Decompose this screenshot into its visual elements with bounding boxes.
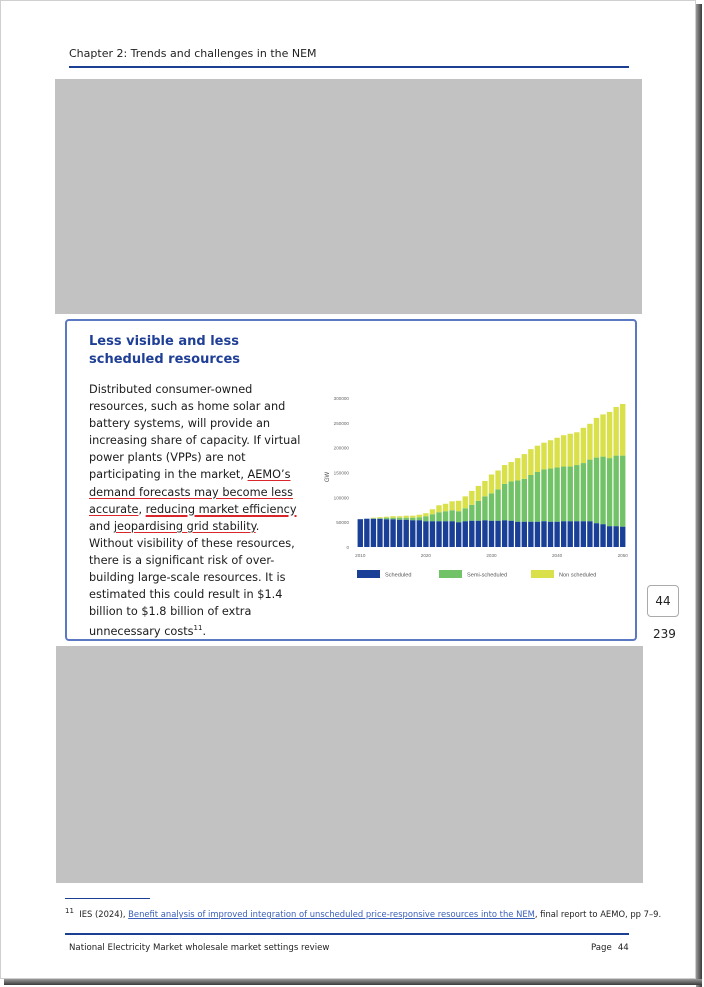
footer-page-label: Page: [591, 943, 612, 953]
bar-segment-non-scheduled: [581, 428, 586, 463]
body-text: and: [89, 519, 114, 533]
bar-segment-scheduled: [456, 522, 461, 547]
bar-segment-non-scheduled: [594, 418, 599, 458]
x-tick-label: 2030: [486, 553, 497, 558]
y-tick-label: 250000: [333, 420, 349, 426]
bar-segment-scheduled: [436, 521, 441, 547]
bar-segment-semi-scheduled: [522, 479, 527, 522]
y-tick-label: 300000: [333, 396, 349, 401]
bar-segment-non-scheduled: [607, 412, 612, 458]
bar-segment-semi-scheduled: [535, 472, 540, 522]
bar-segment-scheduled: [561, 521, 566, 547]
bar-segment-semi-scheduled: [377, 518, 382, 519]
bar-segment-scheduled: [620, 527, 625, 547]
bar-segment-non-scheduled: [371, 518, 376, 519]
bars: [358, 404, 626, 547]
bar-segment-non-scheduled: [410, 516, 415, 518]
bar-segment-scheduled: [554, 522, 559, 547]
bar-segment-scheduled: [594, 523, 599, 547]
bar-segment-non-scheduled: [502, 465, 507, 484]
redacted-image-top: [55, 79, 642, 314]
legend-label: Non scheduled: [559, 572, 597, 579]
callout-title: [89, 333, 289, 369]
underlined-phrase-stability: jeopardising grid stability: [113, 519, 256, 533]
bar-segment-semi-scheduled: [541, 470, 546, 522]
bar-segment-scheduled: [476, 521, 481, 547]
bar-segment-scheduled: [371, 519, 376, 547]
bar-segment-scheduled: [574, 521, 579, 547]
bar-segment-non-scheduled: [463, 496, 468, 508]
bar-segment-non-scheduled: [404, 516, 409, 518]
bar-segment-non-scheduled: [541, 443, 546, 470]
callout-title-line2: scheduled resources: [89, 352, 241, 367]
bar-segment-semi-scheduled: [456, 511, 461, 522]
bar-segment-scheduled: [502, 520, 507, 547]
redacted-image-bottom: [56, 646, 643, 883]
x-axis: [355, 553, 628, 558]
bar-segment-scheduled: [449, 521, 454, 547]
chapter-header: Chapter 2: Trends and challenges in the NEM: [69, 47, 317, 60]
bar-segment-scheduled: [390, 519, 395, 547]
bar-segment-non-scheduled: [476, 486, 481, 501]
bar-segment-scheduled: [515, 522, 520, 547]
bar-segment-scheduled: [495, 521, 500, 547]
bar-segment-scheduled: [535, 522, 540, 547]
bar-segment-non-scheduled: [528, 449, 533, 475]
bar-segment-semi-scheduled: [423, 516, 428, 521]
bar-segment-semi-scheduled: [607, 458, 612, 526]
bar-segment-scheduled: [528, 522, 533, 547]
bar-segment-semi-scheduled: [476, 501, 481, 521]
footer-page-number: 44: [617, 943, 629, 953]
y-tick-label: 100000: [333, 495, 349, 501]
bar-segment-semi-scheduled: [430, 514, 435, 521]
total-pages: 239: [653, 627, 676, 641]
bar-segment-scheduled: [508, 521, 513, 547]
bar-segment-scheduled: [358, 519, 363, 547]
bar-segment-semi-scheduled: [404, 518, 409, 520]
bar-segment-semi-scheduled: [515, 480, 520, 521]
body-text: .: [202, 625, 207, 639]
footnote: [65, 907, 661, 919]
capacity-stacked-bar-chart: [317, 391, 633, 591]
x-tick-label: 2050: [617, 553, 628, 558]
bar-segment-scheduled: [364, 519, 369, 547]
footnote-prefix: IES (2024),: [79, 908, 129, 919]
y-axis: [334, 396, 350, 550]
bar-segment-non-scheduled: [482, 481, 487, 496]
bar-segment-semi-scheduled: [568, 467, 573, 522]
legend-swatch: [439, 570, 462, 578]
bar-segment-scheduled: [568, 521, 573, 547]
body-text: ,: [138, 502, 146, 516]
bar-segment-scheduled: [541, 521, 546, 547]
bar-segment-non-scheduled: [600, 414, 605, 456]
bar-segment-non-scheduled: [384, 517, 389, 518]
bar-segment-semi-scheduled: [574, 465, 579, 521]
callout-title-line1: Less visible and less: [89, 334, 239, 349]
bar-segment-scheduled: [581, 521, 586, 547]
bar-segment-non-scheduled: [508, 462, 513, 481]
bar-segment-non-scheduled: [443, 504, 448, 511]
bar-segment-semi-scheduled: [489, 493, 494, 520]
bar-segment-semi-scheduled: [469, 505, 474, 521]
current-page-indicator[interactable]: [647, 585, 679, 617]
bar-segment-non-scheduled: [574, 432, 579, 465]
bar-segment-semi-scheduled: [587, 460, 592, 522]
footnote-rule: [65, 898, 150, 899]
bar-segment-scheduled: [522, 522, 527, 547]
bar-segment-semi-scheduled: [620, 456, 625, 527]
bar-segment-non-scheduled: [469, 491, 474, 505]
current-page-number: 44: [655, 594, 671, 608]
bar-segment-non-scheduled: [568, 434, 573, 467]
bar-segment-semi-scheduled: [561, 467, 566, 522]
footnote-suffix: , final report to AEMO, pp 7–9.: [534, 908, 662, 919]
x-tick-label: 2020: [420, 553, 432, 558]
legend-label: Semi-scheduled: [467, 572, 508, 579]
body-text: . Without visibility of these resources, there is a significant risk of over-building large-scale resources. It is estimated this could result in $1.4 billion to $1.8 billion of extra unnecessary costs: [89, 519, 295, 639]
footer-rule: [65, 933, 629, 935]
bar-segment-semi-scheduled: [397, 518, 402, 520]
legend-swatch: [531, 570, 554, 578]
footnote-ref[interactable]: 11: [193, 624, 203, 633]
bar-segment-non-scheduled: [561, 435, 566, 466]
footnote-link[interactable]: Benefit analysis of improved integration of unscheduled price-responsive resources into the NEM: [128, 908, 535, 919]
y-axis-label: GW: [325, 471, 331, 483]
legend-label: Scheduled: [385, 572, 412, 579]
bar-segment-non-scheduled: [613, 407, 618, 456]
header-rule: [69, 66, 629, 68]
bar-segment-semi-scheduled: [384, 518, 389, 519]
bar-segment-non-scheduled: [554, 438, 559, 468]
bar-segment-scheduled: [417, 520, 422, 547]
bar-segment-non-scheduled: [456, 501, 461, 511]
callout-body: [89, 381, 304, 640]
bar-segment-non-scheduled: [390, 516, 395, 517]
bar-segment-semi-scheduled: [508, 481, 513, 520]
bar-segment-scheduled: [410, 520, 415, 547]
bar-segment-scheduled: [548, 522, 553, 547]
x-tick-label: 2040: [551, 553, 563, 558]
underlined-phrase-forecasts: AEMO’s demand forecasts may become less accurate: [89, 468, 293, 516]
bar-segment-semi-scheduled: [594, 458, 599, 524]
bar-segment-semi-scheduled: [443, 511, 448, 521]
bar-segment-non-scheduled: [620, 404, 625, 456]
bar-segment-non-scheduled: [377, 517, 382, 518]
bar-segment-semi-scheduled: [581, 463, 586, 521]
bar-segment-semi-scheduled: [410, 518, 415, 520]
bar-segment-semi-scheduled: [495, 489, 500, 520]
bar-segment-scheduled: [600, 524, 605, 547]
bar-segment-semi-scheduled: [482, 496, 487, 520]
bar-segment-semi-scheduled: [371, 518, 376, 519]
bar-segment-scheduled: [587, 521, 592, 547]
page-shadow-right: [696, 4, 702, 987]
bar-segment-non-scheduled: [397, 516, 402, 517]
bar-segment-semi-scheduled: [463, 508, 468, 521]
y-tick-label: 150000: [333, 470, 349, 476]
bar-segment-semi-scheduled: [613, 456, 618, 527]
bar-segment-scheduled: [430, 521, 435, 547]
y-tick-label: 50000: [336, 520, 349, 526]
bar-segment-scheduled: [613, 526, 618, 547]
bar-segment-non-scheduled: [522, 454, 527, 479]
footer-page: [591, 943, 629, 953]
bar-segment-scheduled: [377, 519, 382, 547]
bar-segment-non-scheduled: [535, 446, 540, 472]
body-text: Distributed consumer-owned resources, such as home solar and battery systems, will provide an increasing share of capacity. If virtual power plants (VPPs) are not participating in the market,: [89, 383, 301, 482]
bar-segment-non-scheduled: [489, 474, 494, 493]
bar-segment-semi-scheduled: [554, 468, 559, 522]
footer-title: National Electricity Market wholesale market settings review: [69, 943, 330, 953]
bar-segment-non-scheduled: [430, 509, 435, 514]
bar-segment-non-scheduled: [417, 515, 422, 517]
bar-segment-non-scheduled: [436, 505, 441, 512]
bar-segment-scheduled: [489, 521, 494, 547]
bar-segment-non-scheduled: [515, 458, 520, 480]
legend-swatch: [357, 570, 380, 578]
bar-segment-semi-scheduled: [528, 475, 533, 522]
page-shadow-bottom: [4, 979, 702, 985]
legend: [357, 570, 596, 579]
bar-segment-semi-scheduled: [449, 510, 454, 521]
bar-segment-scheduled: [443, 521, 448, 547]
bar-segment-scheduled: [469, 521, 474, 547]
bar-segment-non-scheduled: [495, 471, 500, 490]
bar-segment-scheduled: [404, 520, 409, 547]
bar-segment-scheduled: [384, 519, 389, 547]
bar-segment-scheduled: [463, 521, 468, 547]
bar-segment-non-scheduled: [423, 513, 428, 516]
bar-segment-non-scheduled: [587, 424, 592, 460]
bar-segment-scheduled: [423, 521, 428, 547]
bar-segment-scheduled: [482, 520, 487, 547]
bar-segment-scheduled: [397, 520, 402, 547]
y-tick-label: 200000: [333, 445, 349, 451]
bar-segment-semi-scheduled: [390, 518, 395, 519]
bar-segment-semi-scheduled: [548, 469, 553, 522]
bar-segment-scheduled: [607, 526, 612, 547]
underlined-phrase-efficiency: reducing market efficiency: [145, 502, 297, 516]
bar-segment-semi-scheduled: [417, 517, 422, 520]
bar-segment-non-scheduled: [548, 440, 553, 468]
bar-segment-semi-scheduled: [600, 457, 605, 525]
y-tick-label: 0: [346, 545, 349, 550]
x-tick-label: 2010: [355, 553, 366, 558]
bar-segment-semi-scheduled: [502, 484, 507, 520]
bar-segment-non-scheduled: [449, 501, 454, 510]
bar-segment-semi-scheduled: [436, 512, 441, 521]
footnote-number: 11: [65, 907, 74, 915]
